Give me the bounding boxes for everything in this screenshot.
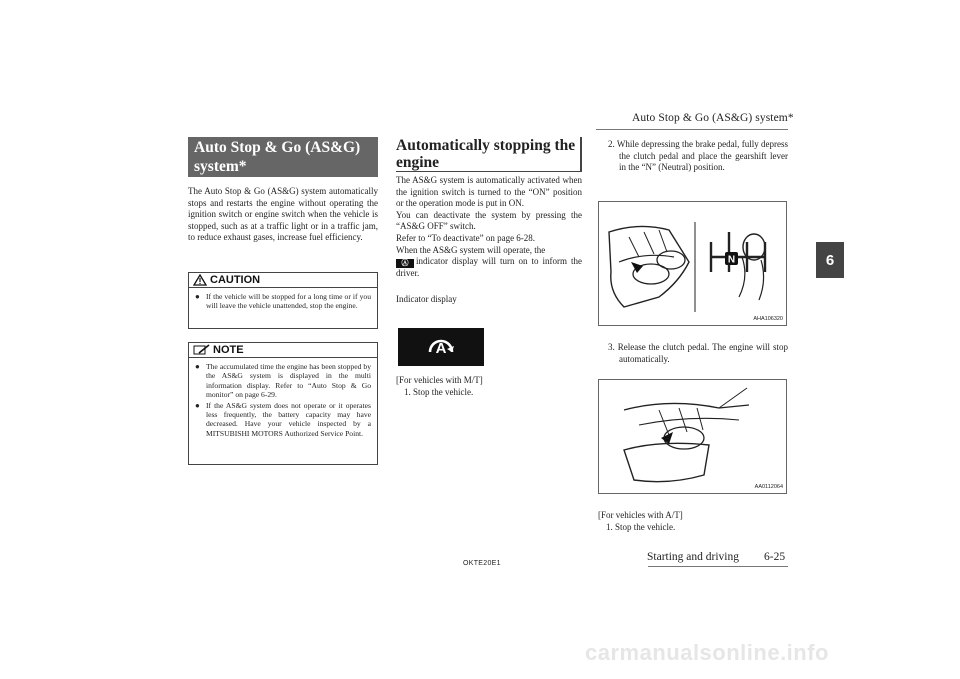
caution-item: [195, 292, 371, 311]
gear-n-letter: N: [727, 254, 736, 266]
caution-item-text: If the vehicle will be stopped for a long time or if you will leave the vehicle unattended, stop the engine.: [206, 292, 371, 311]
caution-label: CAUTION: [210, 274, 261, 286]
mt-step-1: 1. Stop the vehicle.: [404, 387, 474, 397]
footer-divider: [648, 566, 788, 567]
section-intro-paragraph: The Auto Stop & Go (AS&G) system automatically stops and restarts the engine without operating the ignition switch or engine switch when the vehicle is stopped, such as at a traffic light or in a traffic jam, to reduce exhaust gases, increase fuel efficiency.: [188, 186, 378, 243]
footer-section-title: Starting and driving: [647, 551, 739, 563]
auto-stop-a-icon: Ⓐ: [396, 259, 414, 268]
chapter-tab: 6: [816, 242, 844, 278]
note-item: [195, 362, 371, 400]
at-step-1: 1. Stop the vehicle.: [606, 522, 676, 532]
auto-stop-a-icon: [426, 332, 456, 362]
paragraph: When the AS&G system will operate, the: [396, 244, 546, 255]
section-title-auto-stop: Automatically stopping the engine: [396, 137, 582, 172]
indicator-display-label: Indicator display: [396, 293, 457, 304]
section-title-asg: Auto Stop & Go (AS&G) system*: [188, 137, 378, 177]
note-pencil-icon: [193, 344, 211, 356]
indicator-display-image: [398, 328, 484, 366]
at-vehicles-label: [For vehicles with A/T]: [598, 510, 683, 520]
figure-code: AA0112064: [754, 484, 783, 490]
step-2: 2. While depressing the brake pedal, fully depress the clutch pedal and place the gearshift lever in the “N” (Neutral) position.: [608, 139, 788, 173]
figure-code: AHA106320: [753, 316, 783, 322]
bullet-icon: ●: [195, 292, 200, 301]
paragraph: The AS&G system is automatically activated when the ignition switch is turned to the “ON” position or the operation mode is put in ON.: [396, 175, 582, 209]
step-3: 3. Release the clutch pedal. The engine will stop automatically.: [608, 342, 788, 364]
paragraph: Refer to “To deactivate” on page 6-28.: [396, 232, 536, 243]
mt-vehicles-label: [For vehicles with M/T]: [396, 375, 483, 385]
running-header: Auto Stop & Go (AS&G) system*: [632, 112, 794, 124]
paragraph-tail: indicator display will turn on to inform the driver.: [396, 256, 582, 279]
note-item-text: If the AS&G system does not operate or it operates less frequently, the battery capacity may have decreased. Have your vehicle inspected by a MITSUBISHI MOTORS Authorized Service Point.: [206, 400, 371, 438]
document-code: OKTE20E1: [463, 560, 501, 567]
figure-clutch-release: [598, 379, 787, 494]
section-body: [396, 175, 582, 305]
note-item-text: The accumulated time the engine has been stopped by the AS&G system is displayed in the multi information display. Refer to “Auto Stop & Go monitor” on page 6-29.: [206, 362, 371, 400]
note-label: NOTE: [213, 344, 244, 356]
bullet-icon: ●: [195, 362, 200, 371]
caution-box: [188, 272, 378, 329]
note-item: [195, 401, 371, 439]
caution-header: [189, 273, 377, 288]
paragraph: You can deactivate the system by pressing the “AS&G OFF” switch.: [396, 209, 582, 232]
page-number: 6-25: [764, 551, 786, 563]
svg-text:A: A: [435, 340, 447, 357]
clutch-release-illustration: [599, 380, 786, 493]
clutch-gearshift-illustration: [599, 202, 786, 325]
watermark: carmanualsonline.info: [585, 640, 829, 665]
bullet-icon: ●: [195, 400, 200, 410]
header-divider: [596, 129, 788, 130]
figure-clutch-gearshift: [598, 201, 787, 326]
paragraph-with-indicator: [396, 256, 582, 280]
title-side-rule: [580, 137, 582, 172]
note-box: [188, 342, 378, 465]
warning-triangle-icon: [193, 274, 207, 286]
note-header: [189, 343, 377, 358]
